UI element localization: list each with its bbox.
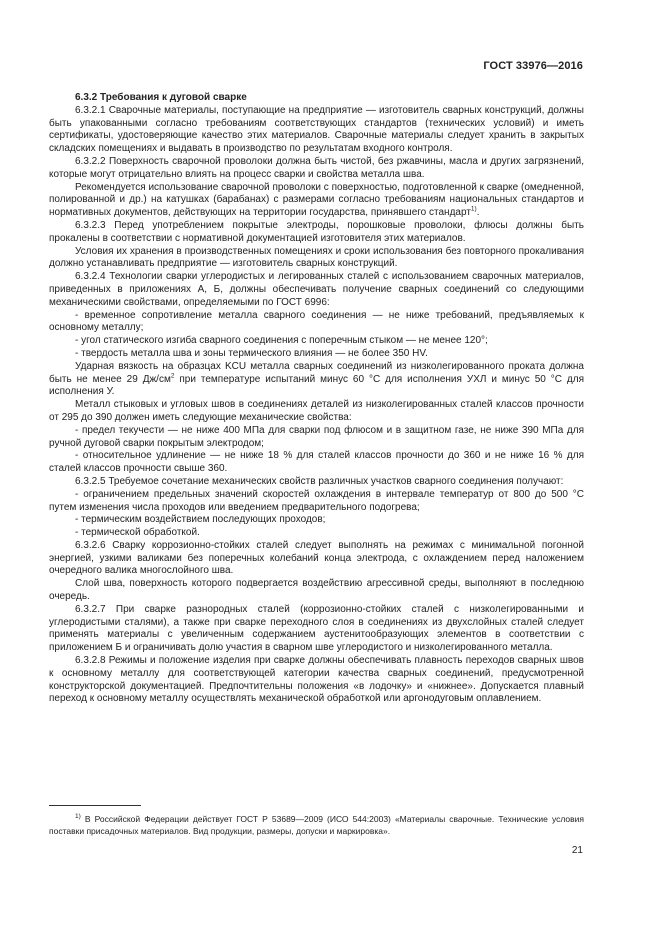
page-number: 21 [571, 845, 583, 856]
list-item: - предел текучести — не ниже 400 МПа для сварки под флюсом и в защитном газе, не ниже 390 МПа для ручной дуговой сварки покрытым электродом; [49, 424, 584, 449]
footnote [49, 814, 584, 837]
footnote-divider [49, 805, 141, 806]
paragraph-6-3-2-1: 6.3.2.1 Сварочные материалы, поступающие на предприятие — изготовитель сварных конструкций, должны быть упакованными согласно требованиям соответствующих стандартов (технических условий) и иметь сертификаты, удостоверяющие качество этих материалов. Сварочные материалы следует хранить в закрытых складских помещениях и выдавать в производство по результатам входного контроля. [49, 104, 584, 155]
paragraph-end: . [476, 207, 480, 219]
paragraph-6-3-2-3: 6.3.2.3 Перед употреблением покрытые электроды, порошковые проволоки, флюсы должны быть прокалены в соответствии с нормативной документацией изготовителя этих материалов. [49, 219, 584, 244]
section-body [49, 92, 584, 706]
footnote-reference: 1) [470, 205, 477, 213]
list-item: - угол статического изгиба сварного соединения с поперечным стыком — не менее 120°; [75, 335, 488, 347]
paragraph-6-3-2-8: 6.3.2.8 Режимы и положение изделия при сварке должны обеспечивать плавность переходов сварных швов к основному металлу для соответствующей категории качества сварных соединений, предусмотренной конструкторской документацией. Предпочтительны положения «в лодочку» и «нижнее». Допускается плавный переход к основному металлу осуществлять механической обработкой или аргонодуговым оплавлением. [49, 655, 584, 705]
paragraph-weld-metal: Металл стыковых и угловых швов в соединениях деталей из низколегированных сталей классов прочности от 295 до 390 должен иметь следующие механические свойства: [49, 399, 584, 423]
footnote-text [49, 814, 584, 837]
paragraph-end: при температуре испытаний минус 60 °С для исполнения УХЛ и минус 50 °С для исполнения У. [49, 373, 584, 398]
section-title: 6.3.2 Требования к дуговой сварке [75, 92, 247, 103]
paragraph-last-layer: Слой шва, поверхность которого подвергается воздействию агрессивной среды, выполняют в последнюю очередь. [49, 578, 584, 603]
paragraph-6-3-2-5: 6.3.2.5 Требуемое сочетание механических свойств различных участков сварного соединения получают: [75, 475, 564, 487]
paragraph-text: Рекомендуется использование сварочной проволоки с поверхностью, подготовленной к сварке (омедненной, полированной и др.) на катушках (барабанах) с размерами согласно требованиям национальных стандартов и нормативных документов, действующих на территории государства, принявшего стандарт [49, 181, 584, 219]
paragraph-6-3-2-2: 6.3.2.2 Поверхность сварочной проволоки должна быть чистой, без ржавчины, масла и других загрязнений, которые могут отрицательно влиять на процесс сварки и свойства металла шва. [49, 155, 584, 180]
list-item: - термической обработкой. [75, 527, 200, 539]
footnote-body: В Российской Федерации действует ГОСТ Р 53689—2009 (ИСО 544:2003) «Материалы сварочные. Технические условия поставки присадочных материалов. Вид продукции, размеры, допуски и маркировка». [49, 814, 584, 836]
paragraph-storage-conditions: Условия их хранения в производственных помещениях и сроки использования без повторного прокаливания должно устанавливать предприятие — изготовитель сварных конструкций. [49, 245, 584, 270]
paragraph-6-3-2-4: 6.3.2.4 Технологии сварки углеродистых и легированных сталей с использованием сварочных материалов, приведенных в приложениях А, Б, должны обеспечивать получение сварных соединений со следующими механическими свойствами, определяемыми по ГОСТ 6996: [49, 271, 584, 308]
list-item: - термическим воздействием последующих проходов; [75, 514, 326, 526]
list-item: - временное сопротивление металла сварного соединения — не ниже требований, предъявляемых к основному металлу; [49, 309, 584, 334]
paragraph-wire-recommendation [49, 182, 584, 220]
paragraph-text: Ударная вязкость на образцах KCU металла сварных соединений из низколегированного проката должна быть не менее 29 Дж/см [49, 360, 584, 385]
standard-id: ГОСТ 33976—2016 [483, 60, 583, 72]
list-item: - твердость металла шва и зоны термического влияния — не более 350 HV. [75, 347, 428, 359]
paragraph-6-3-2-6: 6.3.2.6 Сварку коррозионно-стойких сталей следует выполнять на режимах с минимальной погонной энергией, узкими валиками без поперечных колебаний конца электрода, с охлаждением перед наложением очередного валика многослойного шва. [49, 539, 584, 577]
paragraph-impact-toughness [49, 361, 584, 399]
paragraph-6-3-2-7: 6.3.2.7 При сварке разнородных сталей (коррозионно-стойких сталей с низколегированными и углеродистыми сталями), а также при сварке переходного слоя в соединениях из двухслойных сталей следует применять материалы с увеличенным содержанием аустенитообразующих элементов в соответствии с приложением Б и ограничивать долю участия в сварном шве углеродистого и низколегированного металла. [49, 603, 584, 654]
footnote-mark: 1) [75, 813, 81, 821]
superscript: 2 [170, 372, 175, 380]
list-item: - относительное удлинение — не ниже 18 % для сталей классов прочности до 360 и не ниже 16 % для сталей классов прочности свыше 360. [49, 450, 584, 475]
list-item: - ограничением предельных значений скоростей охлаждения в интервале температур от 800 до 500 °С путем изменения числа проходов или введением предварительного подогрева; [49, 488, 584, 513]
